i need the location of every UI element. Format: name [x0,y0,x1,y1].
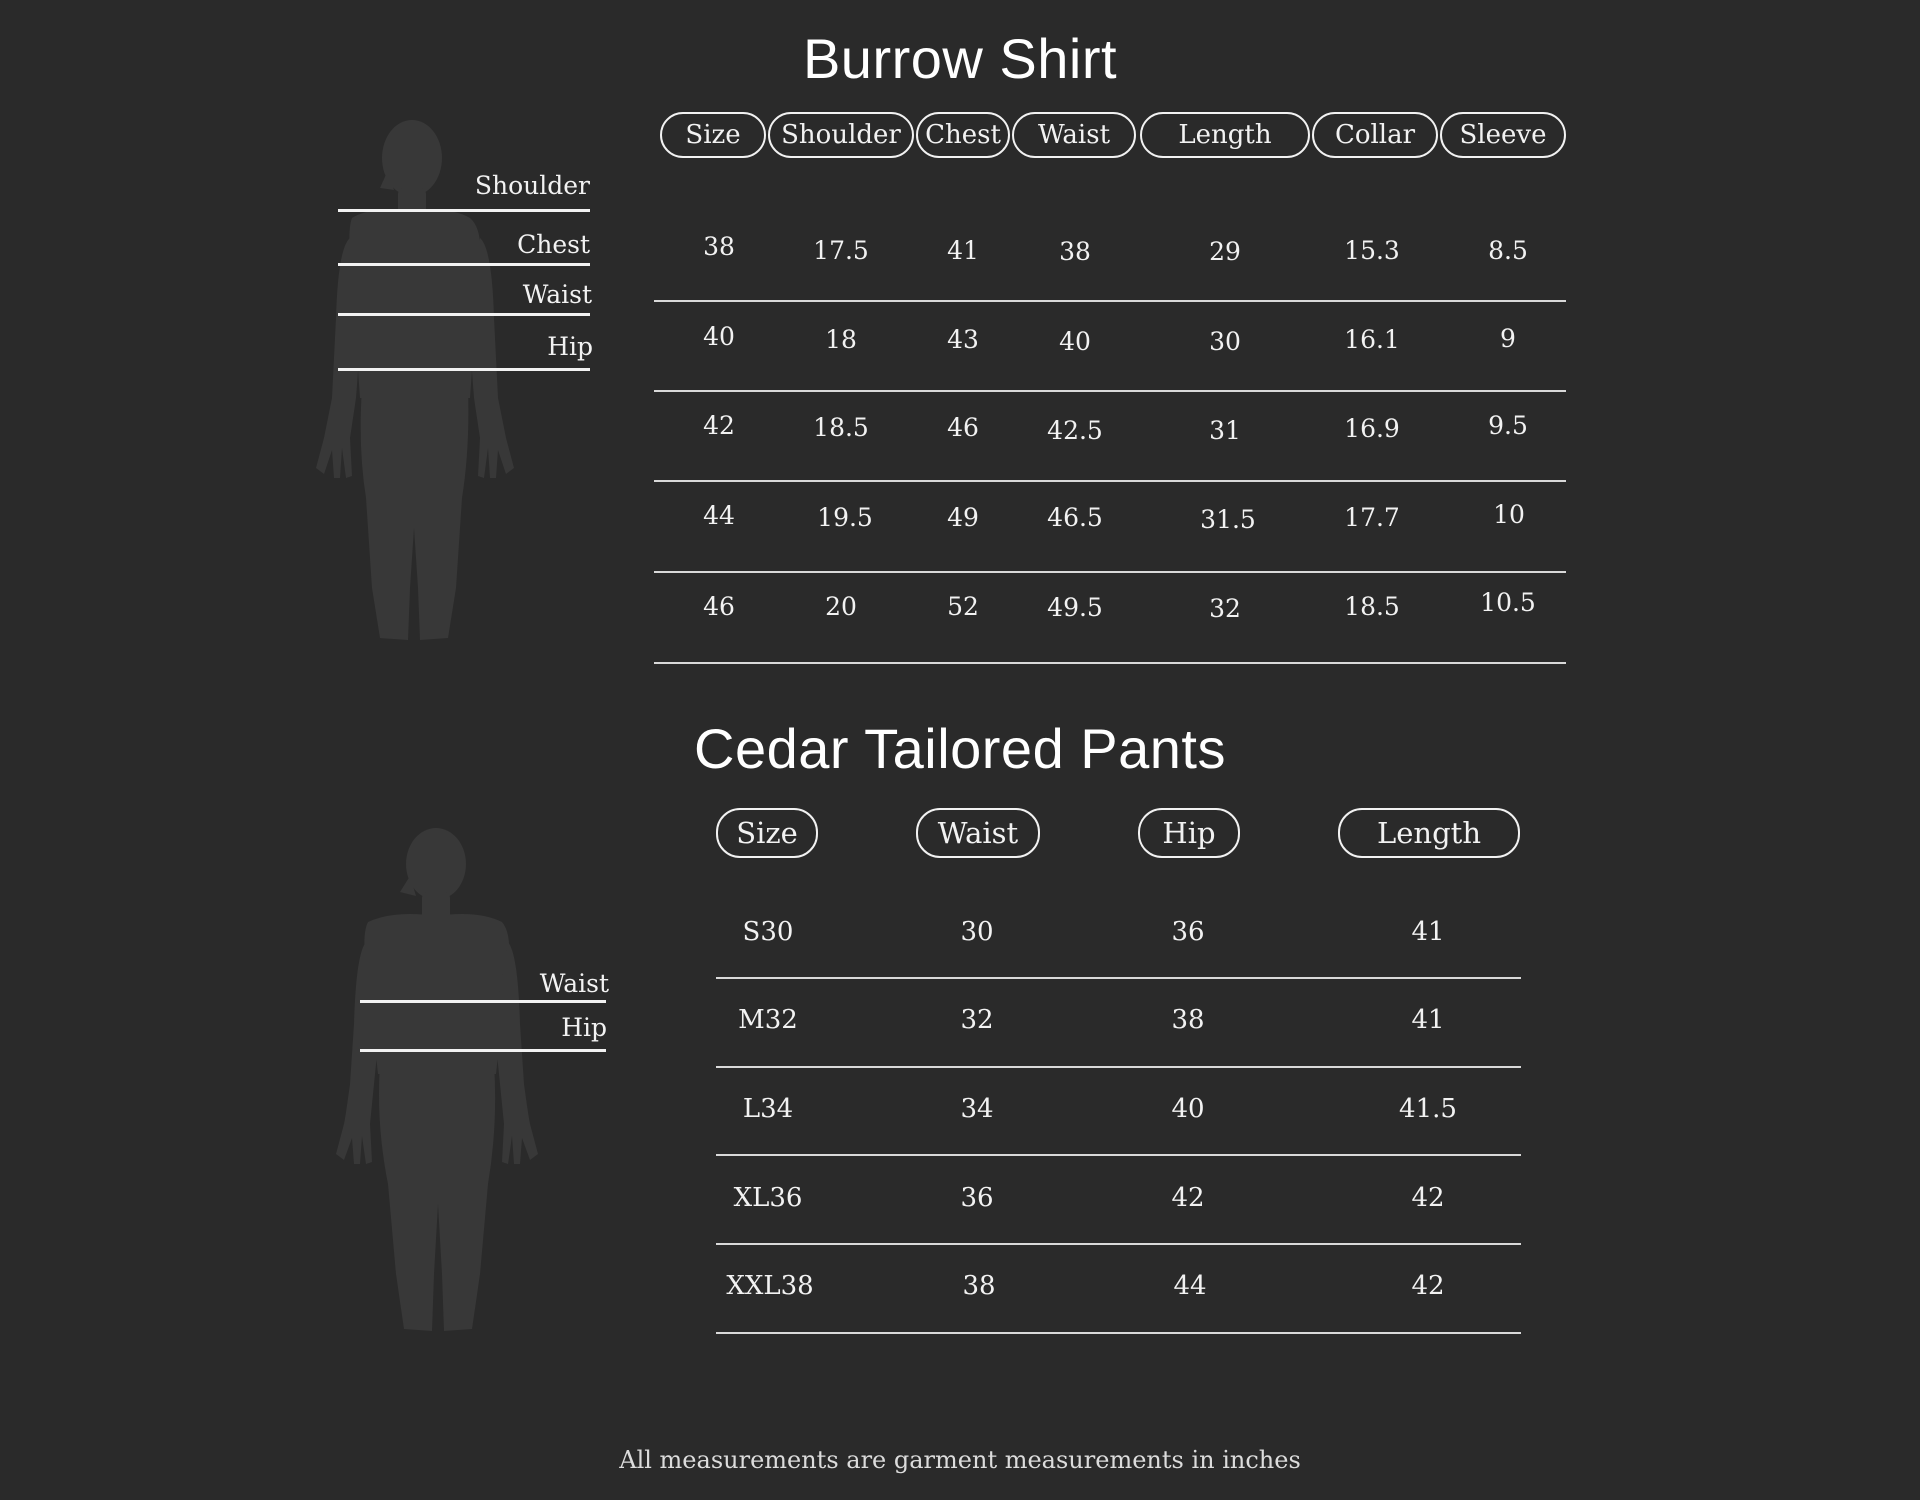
diagram-label-shoulder: Shoulder [474,171,590,200]
table-cell: 18.5 [813,413,869,442]
table-cell: 20 [825,592,857,621]
table-cell: 44 [703,501,735,530]
hip-measure-line [338,368,590,371]
table-cell: 29 [1209,237,1241,266]
table-cell: 31 [1209,416,1241,445]
shirt-header-length: Length [1140,112,1310,158]
pants-header-size: Size [716,808,818,858]
chest-measure-line [338,263,590,266]
table-cell: 38 [1059,237,1091,266]
table-cell: 16.1 [1344,325,1400,354]
waist-measure-line [360,1000,606,1003]
table-cell: S30 [742,917,794,947]
table-cell: 36 [960,1183,994,1213]
table-cell: 10 [1493,500,1525,529]
diagram-label-waist: Waist [522,280,592,309]
diagram-label-chest: Chest [517,230,590,259]
table-cell: 38 [962,1271,996,1301]
table-cell: 18.5 [1344,592,1400,621]
table-cell: 40 [703,322,735,351]
table-cell: 42 [1411,1183,1445,1213]
row-divider [716,977,1521,979]
table-cell: 38 [703,232,735,261]
table-cell: XXL38 [726,1271,814,1301]
table-cell: 49 [947,503,979,532]
shirt-header-size: Size [660,112,766,158]
table-cell: 36 [1171,917,1205,947]
table-cell: 32 [960,1005,994,1035]
table-cell: 10.5 [1480,588,1536,617]
table-cell: 9 [1500,324,1516,353]
table-cell: 38 [1171,1005,1205,1035]
table-cell: 19.5 [817,503,873,532]
table-cell: XL36 [733,1183,803,1213]
row-divider [654,480,1566,482]
table-cell: 43 [947,325,979,354]
shirt-header-shoulder: Shoulder [768,112,914,158]
table-cell: 30 [1209,327,1241,356]
table-cell: L34 [742,1094,794,1124]
table-cell: 46.5 [1047,503,1103,532]
table-cell: 8.5 [1488,236,1528,265]
diagram-label-hip-pants: Hip [561,1013,607,1042]
table-cell: 42 [1171,1183,1205,1213]
table-cell: 49.5 [1047,593,1103,622]
table-cell: 52 [947,592,979,621]
table-cell: 30 [960,917,994,947]
table-cell: 46 [947,413,979,442]
shoulder-measure-line [338,209,590,212]
full-body-figure-icon [334,824,544,1336]
table-cell: 31.5 [1200,505,1256,534]
shirt-header-sleeve: Sleeve [1440,112,1566,158]
table-cell: 41 [1411,917,1445,947]
table-cell: 15.3 [1344,236,1400,265]
row-divider [654,300,1566,302]
table-cell: 34 [960,1094,994,1124]
table-cell: 32 [1209,594,1241,623]
table-cell: 9.5 [1488,411,1528,440]
table-cell: 44 [1173,1271,1207,1301]
table-cell: 16.9 [1344,414,1400,443]
table-cell: 42.5 [1047,416,1103,445]
table-cell: 41.5 [1399,1094,1457,1124]
diagram-label-waist-pants: Waist [539,969,609,998]
table-cell: 41 [947,236,979,265]
table-cell: 40 [1171,1094,1205,1124]
table-cell: M32 [738,1005,798,1035]
pants-title: Cedar Tailored Pants [694,717,1226,780]
row-divider [654,571,1566,573]
table-cell: 41 [1411,1005,1445,1035]
table-cell: 42 [703,411,735,440]
diagram-label-hip: Hip [547,332,593,361]
shirt-header-collar: Collar [1312,112,1438,158]
shirt-header-waist: Waist [1012,112,1136,158]
row-divider [716,1066,1521,1068]
row-divider [716,1332,1521,1334]
table-cell: 42 [1411,1271,1445,1301]
shirt-header-chest: Chest [916,112,1010,158]
footnote: All measurements are garment measurements in inches [619,1446,1301,1474]
shirt-title: Burrow Shirt [802,27,1118,90]
waist-measure-line [338,313,590,316]
table-cell: 18 [825,325,857,354]
table-cell: 17.5 [813,236,869,265]
row-divider [716,1243,1521,1245]
row-divider [654,662,1566,664]
table-cell: 40 [1059,327,1091,356]
table-cell: 17.7 [1344,503,1400,532]
row-divider [654,390,1566,392]
pants-header-hip: Hip [1138,808,1240,858]
table-cell: 46 [703,592,735,621]
hip-measure-line [360,1049,606,1052]
pants-header-length: Length [1338,808,1520,858]
pants-header-waist: Waist [916,808,1040,858]
row-divider [716,1154,1521,1156]
